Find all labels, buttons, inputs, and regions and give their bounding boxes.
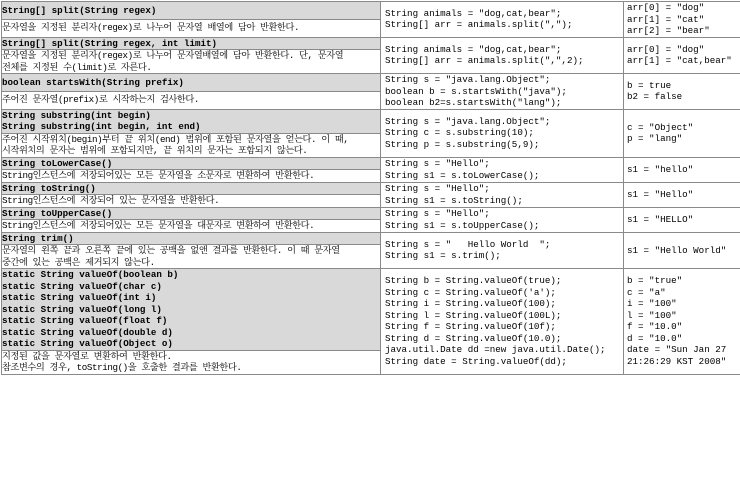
description-line: String인스턴스에 저장되어있는 모든 문자열을 대문자로 변환하여 반환한다. (2, 220, 315, 231)
result-line: arr[0] = "dog" (627, 43, 705, 55)
method-row (2, 109, 740, 133)
example-code (381, 157, 624, 182)
result-line: s1 = "Hello" (627, 188, 694, 200)
description-line: 시작위치의 문자는 범위에 포함되지만, 끝 위치의 문자는 포함되지 않는다. (2, 145, 308, 156)
method-signature (2, 74, 381, 92)
method-description (2, 245, 381, 269)
example-code (381, 207, 624, 232)
code-line: String c = String.valueOf('a'); (385, 286, 556, 298)
description-line: 참조변수의 경우, toString()을 호출한 결과를 반환한다. (2, 362, 242, 373)
code-line: java.util.Date dd =new java.util.Date(); (385, 344, 606, 356)
signature-line: boolean startsWith(String prefix) (2, 76, 184, 88)
result-line: 21:26:29 KST 2008" (627, 355, 727, 367)
example-result (624, 182, 740, 207)
result-line: c = "Object" (627, 121, 694, 133)
table-body (2, 2, 740, 375)
method-row (2, 269, 740, 351)
signature-line: String toString() (2, 182, 96, 194)
example-code (381, 269, 624, 375)
result-line: d = "10.0" (627, 332, 683, 344)
example-result (624, 109, 740, 157)
code-line: String[] arr = animals.split(","); (385, 19, 573, 31)
example-code (381, 74, 624, 110)
code-line: String s = "java.lang.Object"; (385, 115, 551, 127)
signature-line: String substring(int begin, int end) (2, 121, 201, 132)
code-line: String c = s.substring(10); (385, 127, 534, 139)
code-line: boolean b2=s.startsWith("lang"); (385, 97, 562, 108)
signature-line: static String valueOf(int i) (2, 292, 157, 303)
signature-line: static String valueOf(float f) (2, 315, 168, 326)
result-line: b = true (627, 79, 672, 91)
method-description (2, 133, 381, 157)
description-line: 문자열을 지정된 분리자(regex)로 나누어 문자열배열에 담아 반환한다. 단, 문자열 (2, 50, 344, 61)
signature-line: String trim() (2, 232, 74, 244)
result-line: s1 = "HELLO" (627, 213, 694, 225)
result-line: p = "lang" (627, 133, 683, 144)
code-line: String l = String.valueOf(100L); (385, 309, 562, 321)
method-row (2, 157, 740, 170)
description-line: 주어진 시작위치(begin)부터 끝 위치(end) 범위에 포함된 문자열을 얻는다. 이 때, (2, 133, 349, 145)
method-description (2, 50, 381, 74)
method-description (2, 19, 381, 37)
signature-line: String substring(int begin) (2, 109, 151, 121)
result-line: b = "true" (627, 275, 683, 287)
method-description (2, 91, 381, 109)
code-line: String s = "Hello"; (385, 183, 490, 194)
example-result (624, 207, 740, 232)
method-description (2, 195, 381, 208)
code-line: boolean b = s.startsWith("java"); (385, 85, 567, 97)
method-signature (2, 157, 381, 170)
result-line: s1 = "hello" (627, 163, 694, 175)
description-line: String인스턴스에 저장되어있는 모든 문자열을 소문자로 변환하여 반환한다. (2, 170, 315, 181)
result-line: arr[1] = "cat" (627, 13, 705, 25)
example-result (624, 232, 740, 269)
code-line: String s = "Hello"; (385, 208, 490, 219)
code-line: String s = "java.lang.Object"; (385, 74, 551, 85)
description-line: 지정된 값을 문자열로 변환하여 반환한다. (2, 350, 172, 362)
code-line: String s1 = s.toLowerCase(); (385, 169, 540, 181)
code-line: String f = String.valueOf(10f); (385, 321, 556, 333)
example-code (381, 232, 624, 269)
code-line: String animals = "dog,cat,bear"; (385, 7, 562, 19)
code-line: String[] arr = animals.split(",",2); (385, 55, 584, 67)
signature-line: static String valueOf(boolean b) (2, 269, 179, 280)
code-line: String s = " Hello World "; (385, 238, 551, 250)
example-code (381, 2, 624, 38)
result-line: arr[1] = "cat,bear" (627, 55, 732, 67)
example-result (624, 157, 740, 182)
result-line: s1 = "Hello World" (627, 244, 727, 256)
method-signature (2, 182, 381, 195)
result-line: arr[0] = "dog" (627, 2, 705, 13)
description-line: 주어진 문자열(prefix)로 시작하는지 검사한다. (2, 94, 199, 106)
example-result (624, 269, 740, 375)
description-line: 문자열의 왼쪽 끝과 오른쪽 끝에 있는 공백을 없앤 결과를 반환한다. 이 때 문자열 (2, 245, 340, 256)
example-result (624, 74, 740, 110)
signature-line: static String valueOf(long l) (2, 303, 162, 315)
method-signature (2, 207, 381, 220)
code-line: String s1 = s.toString(); (385, 194, 523, 206)
method-signature (2, 109, 381, 133)
method-row (2, 232, 740, 245)
code-line: String s1 = s.trim(); (385, 250, 501, 262)
method-signature (2, 269, 381, 351)
code-line: String b = String.valueOf(true); (385, 275, 562, 287)
method-signature (2, 232, 381, 245)
code-line: String p = s.substring(5,9); (385, 138, 540, 150)
signature-line: static String valueOf(double d) (2, 326, 173, 338)
example-code (381, 37, 624, 74)
code-line: String s = "Hello"; (385, 158, 490, 169)
result-line: arr[2] = "bear" (627, 25, 710, 36)
example-code (381, 109, 624, 157)
code-line: String animals = "dog,cat,bear"; (385, 43, 562, 55)
method-signature (2, 2, 381, 20)
example-result (624, 2, 740, 38)
method-row (2, 37, 740, 50)
string-methods-table (1, 1, 740, 375)
description-line: 전체를 지정된 수(limit)로 자른다. (2, 61, 152, 73)
method-description (2, 220, 381, 233)
method-description (2, 350, 381, 374)
description-line: String인스턴스에 저장되어 있는 문자열을 반환한다. (2, 195, 220, 206)
method-row (2, 207, 740, 220)
method-signature (2, 37, 381, 50)
result-line: c = "a" (627, 286, 666, 298)
signature-line: static String valueOf(Object o) (2, 338, 173, 349)
method-row (2, 182, 740, 195)
result-line: date = "Sun Jan 27 (627, 344, 727, 356)
signature-line: String toLowerCase() (2, 157, 113, 169)
method-row (2, 74, 740, 92)
result-line: i = "100" (627, 298, 677, 310)
signature-line: String[] split(String regex, int limit) (2, 37, 218, 49)
signature-line: static String valueOf(char c) (2, 280, 162, 292)
method-row (2, 2, 740, 20)
code-line: String date = String.valueOf(dd); (385, 355, 567, 367)
signature-line: String[] split(String regex) (2, 4, 157, 16)
description-line: 중간에 있는 공백은 제거되지 않는다. (2, 256, 155, 268)
method-description (2, 170, 381, 183)
description-line: 문자열을 지정된 분리자(regex)로 나누어 문자열 배열에 담아 반환한다. (2, 22, 300, 34)
code-line: String s1 = s.toUpperCase(); (385, 219, 540, 231)
signature-line: String toUpperCase() (2, 207, 113, 219)
example-code (381, 182, 624, 207)
result-line: f = "10.0" (627, 321, 683, 333)
example-result (624, 37, 740, 74)
result-line: l = "100" (627, 309, 677, 321)
code-line: String i = String.valueOf(100); (385, 298, 556, 310)
result-line: b2 = false (627, 91, 683, 103)
code-line: String d = String.valueOf(10.0); (385, 332, 562, 344)
